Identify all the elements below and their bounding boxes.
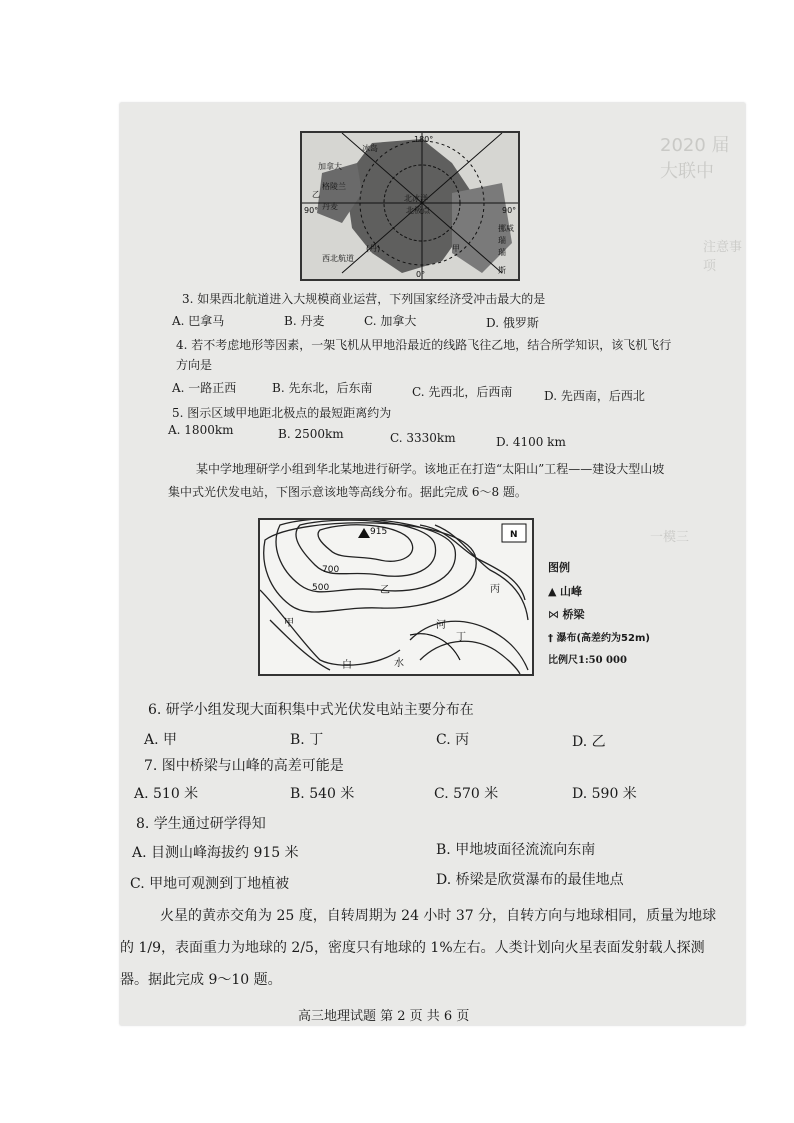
map-label-norway: 挪威 [498,224,514,233]
map-label-iceland: 冰岛 [362,144,378,153]
contour-label-bai: 白 [342,660,352,671]
intro-9-10-line3: 器。据此完成 9～10 题。 [120,972,282,988]
contour-label-bing: 丙 [490,584,500,595]
q5-stem: 5. 图示区域甲地距北极点的最短距离约为 [172,406,392,420]
legend-bridge-label: 桥梁 [562,608,585,621]
q7-option-b: B. 540 米 [290,786,355,802]
contour-label-jia: 甲 [284,618,294,629]
waterfall-icon: † [548,633,553,644]
q4-stem-cont: 方向是 [176,358,213,372]
map-label-greenland: 格陵兰 [322,182,346,191]
contour-label-500: 500 [312,583,330,593]
legend-waterfall [548,629,650,644]
map-label-yi: 乙 [312,190,320,199]
map-label-180: 180° [414,135,434,144]
map-label-jia: 甲 [452,244,460,253]
q4-option-a: A. 一路正西 [172,381,237,395]
contour-label-river: 河 [436,620,446,631]
page-footer: 高三地理试题 第 2 页 共 6 页 [298,1009,470,1024]
map-label-denmark: 丹麦 [322,202,338,211]
legend-scale: 比例尺1:50 000 [548,655,627,666]
map-label-canada: 加拿大 [318,162,342,171]
intro-6-8-line2: 集中式光伏发电站，下图示意该地等高线分布。据此完成 6～8 题。 [168,485,527,499]
q3-stem: 3. 如果西北航道进入大规模商业运营，下列国家经济受冲击最大的是 [182,292,546,306]
map-label-finland: 瑞 [498,248,506,257]
peak-icon: ▲ [548,585,557,598]
q4-option-c: C. 先西北，后西南 [412,385,513,399]
map-label-arctic-ocean: 北冰洋 [404,194,428,203]
q6-option-a: A. 甲 [144,732,178,748]
map-label-nw-passage: 西北航道 [322,254,354,263]
contour-label-700: 700 [322,565,340,575]
q5-option-a: A. 1800km [168,423,234,437]
q8-option-b: B. 甲地坡面径流流向东南 [436,842,596,858]
contour-map [258,518,534,676]
legend-waterfall-label: 瀑布(高差约为52m) [556,633,650,644]
q3-option-a: A. 巴拿马 [172,314,225,328]
q4-option-d: D. 先西南，后西北 [544,389,645,403]
bridge-icon: ⋈ [548,608,559,621]
q6-option-c: C. 丙 [436,732,470,748]
map-label-90e: 90° [502,206,517,215]
map-label-dan: (丹) [366,244,381,253]
q6-option-b: B. 丁 [290,732,324,748]
legend-title: 图例 [548,561,570,574]
q8-option-a: A. 目测山峰海拔约 915 米 [132,845,299,861]
map-label-0: 0° [416,270,426,279]
q3-option-c: C. 加拿大 [364,314,417,328]
contour-north-arrow: N [510,530,518,540]
q8-option-d: D. 桥梁是欣赏瀑布的最佳地点 [436,872,624,888]
legend-bridge [548,606,585,622]
exam-page [120,103,745,1025]
q3-option-b: B. 丹麦 [284,314,325,328]
ghost-title: 2020 届大联中 [660,135,730,182]
q8-stem: 8. 学生通过研学得知 [136,816,266,832]
q7-option-a: A. 510 米 [134,786,199,802]
legend-peak [548,583,582,599]
map-label-si: 斯 [498,266,506,275]
intro-6-8-line1: 某中学地理研学小组到华北某地进行研学。该地正在打造“太阳山”工程——建设大型山坡 [196,462,665,476]
contour-label-915: 915 [370,527,388,537]
arctic-map [300,131,520,281]
q7-option-c: C. 570 米 [434,786,499,802]
map-label-sweden: 瑞 [498,236,506,245]
q8-option-c: C. 甲地可观测到丁地植被 [130,876,290,892]
intro-9-10-line2: 的 1/9，表面重力为地球的 2/5，密度只有地球的 1%左右。人类计划向火星表面发射载人探测 [120,940,705,956]
contour-label-shui: 水 [394,658,404,669]
q4-stem: 4. 若不考虑地形等因素，一架飞机从甲地沿最近的线路飞往乙地，结合所学知识，该飞机飞行 [176,338,672,352]
map-label-90w: 90° [304,206,319,215]
q5-option-c: C. 3330km [390,431,456,445]
q7-option-d: D. 590 米 [572,786,637,802]
q6-stem: 6. 研学小组发现大面积集中式光伏发电站主要分布在 [148,702,474,718]
q4-option-b: B. 先东北，后东南 [272,381,373,395]
intro-9-10-line1: 火星的黄赤交角为 25 度，自转周期为 24 小时 37 分，自转方向与地球相同，质量为地球 [160,908,717,924]
ghost-caution: 注意事项 [703,240,743,274]
q7-stem: 7. 图中桥梁与山峰的高差可能是 [144,758,344,774]
q5-option-d: D. 4100 km [496,435,566,449]
contour-label-ding: 丁 [456,632,466,643]
legend-peak-label: 山峰 [559,585,582,598]
q6-option-d: D. 乙 [572,734,606,750]
q5-option-b: B. 2500km [278,427,344,441]
q3-option-d: D. 俄罗斯 [486,316,539,330]
ghost-note: 一模三 [650,530,690,545]
map-label-pole: 北极点 [406,206,430,215]
contour-label-yi: 乙 [380,585,390,596]
